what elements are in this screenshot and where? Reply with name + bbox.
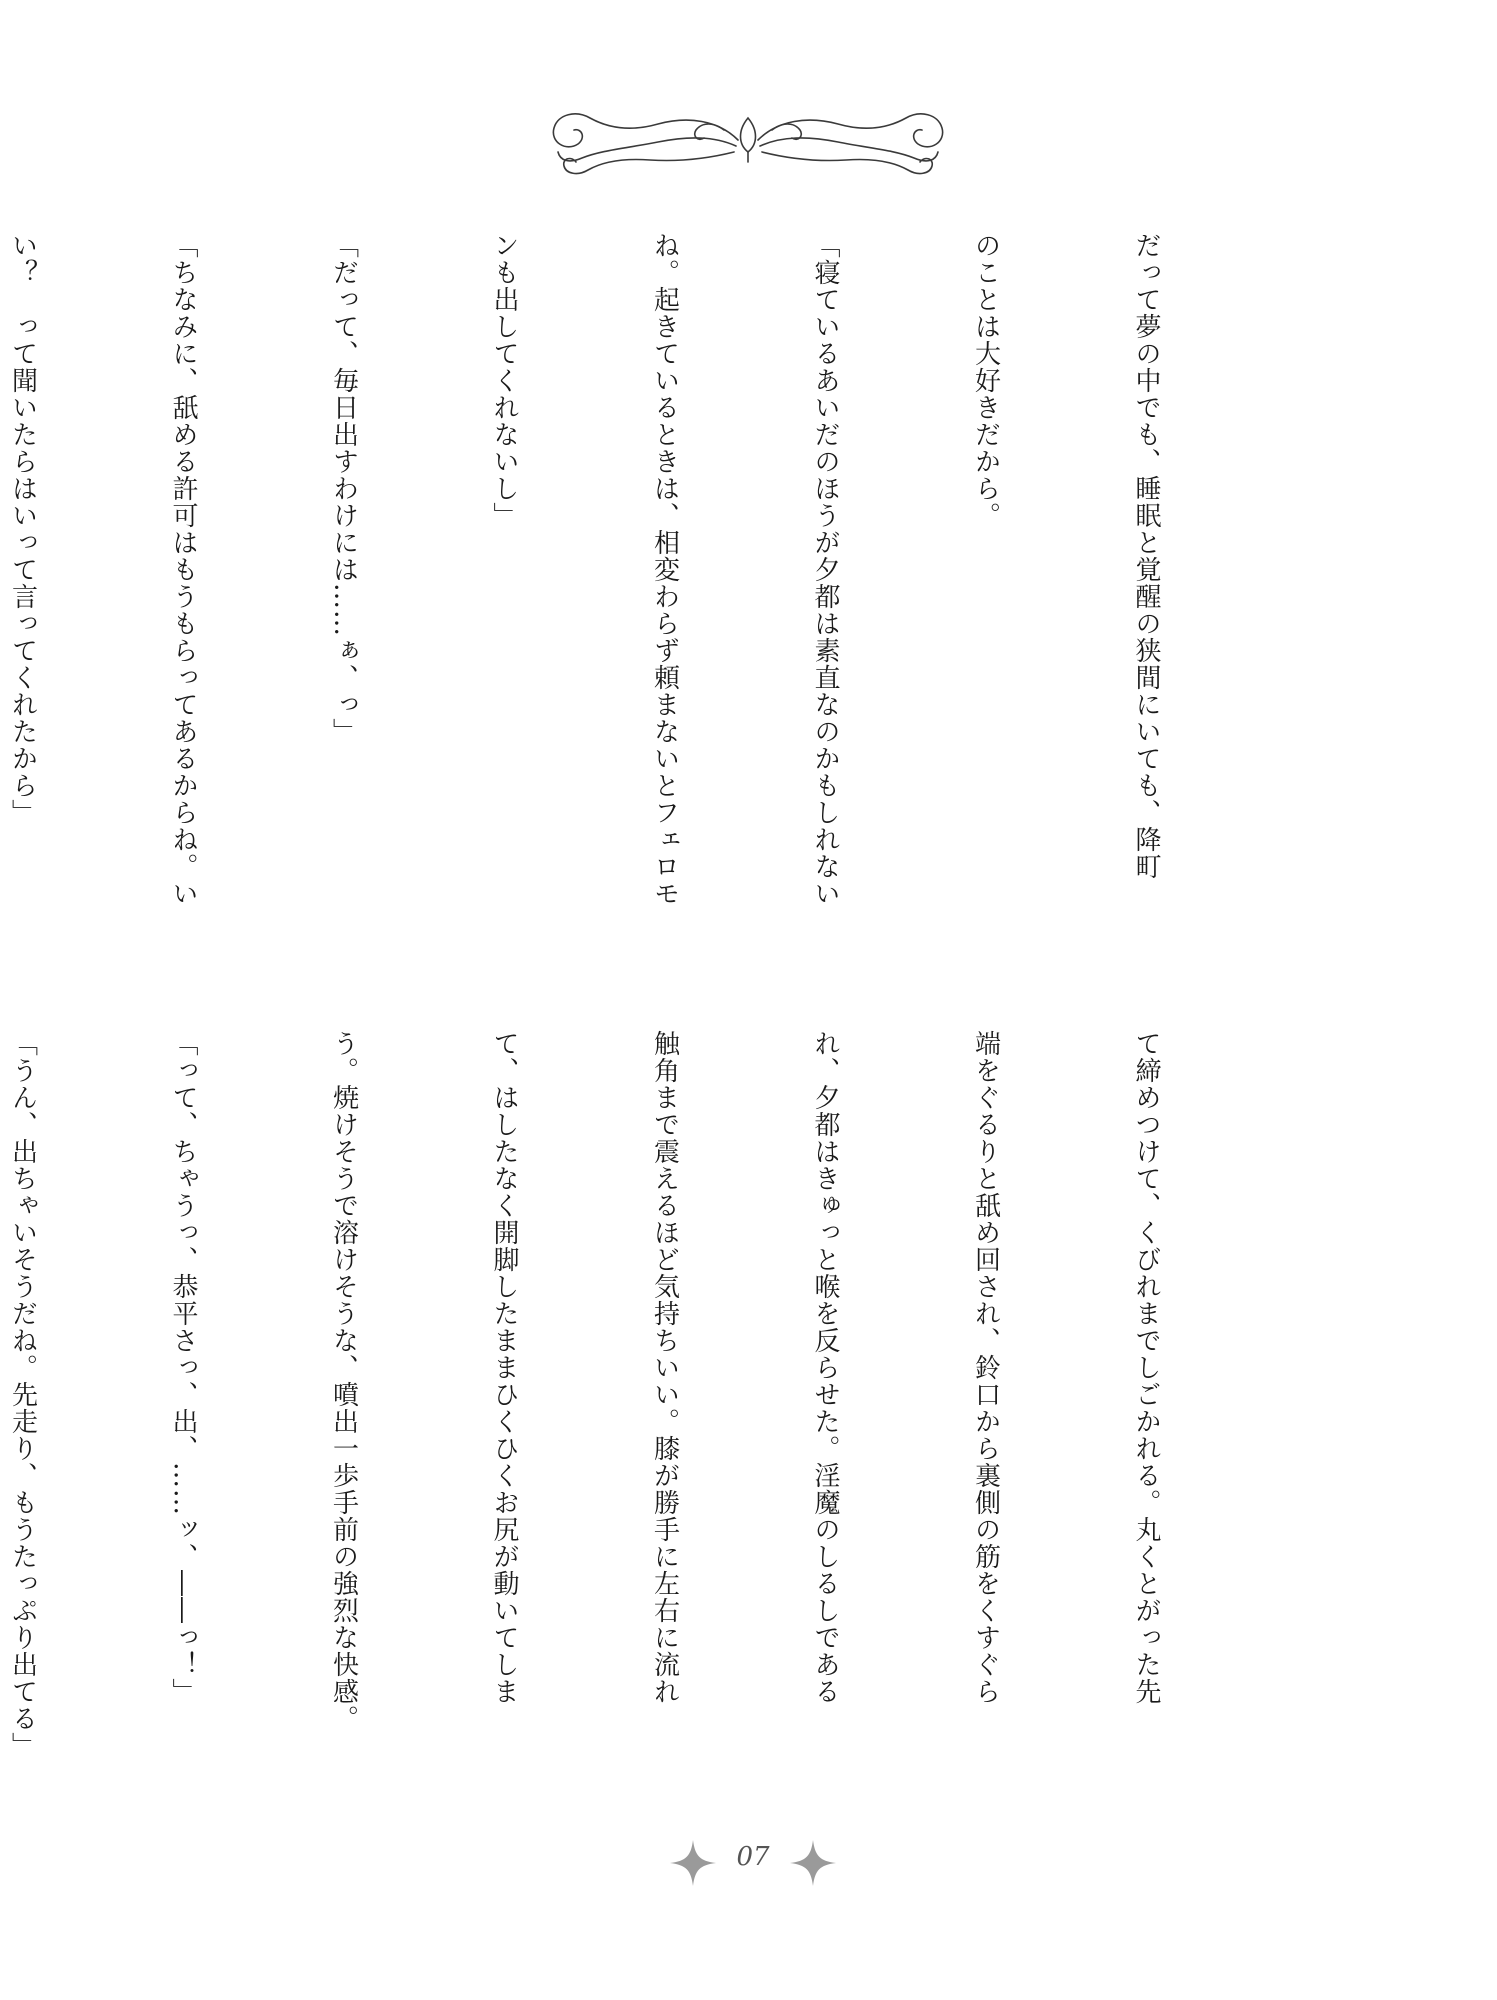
text-column: 「寝ているあいだのほうが夕都は素直なのかもしれない xyxy=(810,232,840,907)
text-column: 「だって、毎日出すわけには……ぁ、っ」 xyxy=(328,232,359,745)
text-column: て、はしたなく開脚したままひくひくお尻が動いてしま xyxy=(489,1030,519,1705)
text-column: だって夢の中でも、睡眠と覚醒の狭間にいても、降町 xyxy=(1131,232,1161,880)
header-ornament-icon xyxy=(538,100,958,180)
text-column: 「って、ちゃうっ、恭平さっ、出、……ッ、――っ！」 xyxy=(168,1030,198,1705)
text-column: い？ って聞いたらはいって言ってくれたから」 xyxy=(7,232,38,826)
text-column: れ、夕都はきゅっと喉を反らせた。淫魔のしるしである xyxy=(810,1030,840,1705)
text-column: う。焼けそうで溶けそうな、噴出一歩手前の強烈な快感。 xyxy=(328,1030,359,1732)
page-footer xyxy=(668,1838,838,1888)
body-text-upper-section xyxy=(7,232,1279,912)
text-column: 端をぐるりと舐め回され、鈴口から裏側の筋をくすぐら xyxy=(970,1030,1001,1705)
diamond-star-icon xyxy=(788,1838,838,1888)
text-column: 触角まで震えるほど気持ちいい。膝が勝手に左右に流れ xyxy=(649,1030,680,1705)
text-column: ンも出してくれないし」 xyxy=(489,232,519,529)
text-column: て締めつけて、くびれまでしごかれる。丸くとがった先 xyxy=(1131,1030,1161,1705)
text-column: のことは大好きだから。 xyxy=(970,232,1001,529)
text-column: ね。起きているときは、相変わらず頼まないとフェロモ xyxy=(649,232,680,907)
diamond-star-icon xyxy=(668,1838,718,1888)
text-column: 「うん、出ちゃいそうだね。先走り、もうたっぷり出てる」 xyxy=(7,1030,38,1759)
body-text-lower-section xyxy=(7,1030,1279,1759)
page-number: 07 xyxy=(736,1842,770,1872)
text-column: 「ちなみに、舐める許可はもうもらってあるからね。い xyxy=(168,232,198,907)
